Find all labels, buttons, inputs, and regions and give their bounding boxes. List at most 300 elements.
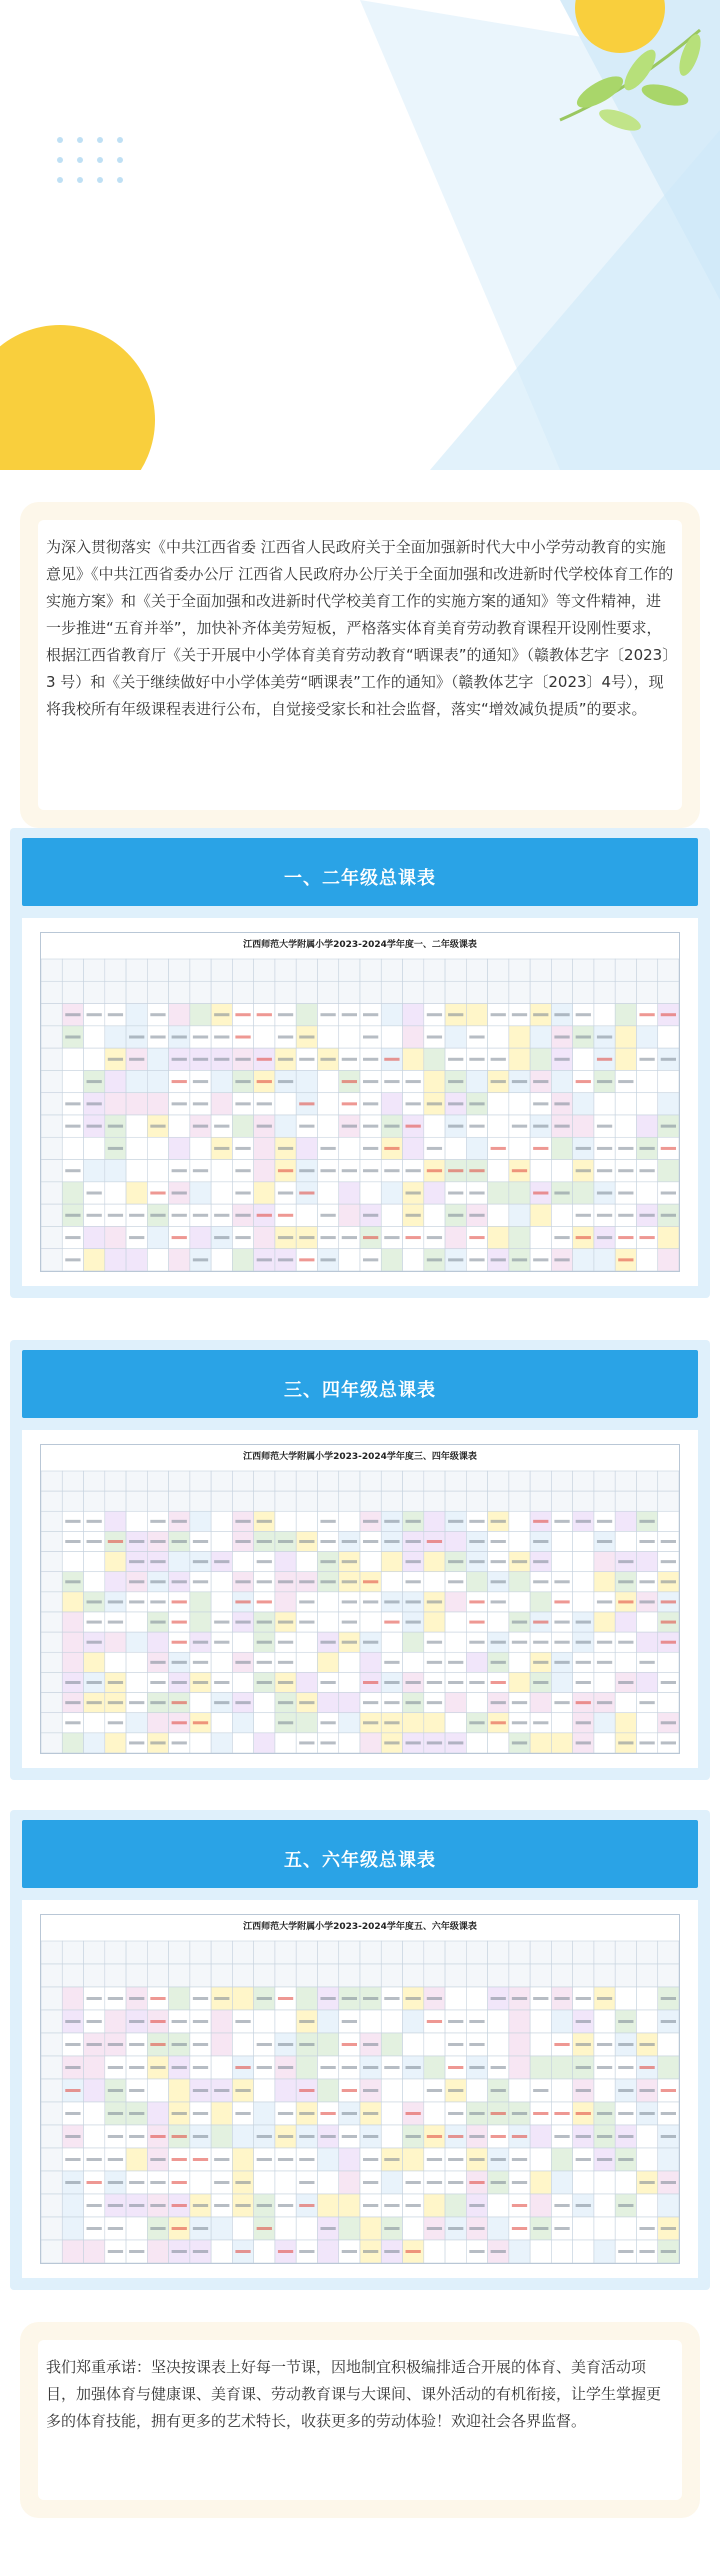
schedule-cell	[573, 1093, 594, 1115]
schedule-cell-mark	[320, 1013, 335, 1016]
schedule-cell-mark	[639, 1540, 654, 1543]
schedule-cell-mark	[512, 2112, 527, 2115]
schedule-cell	[190, 1491, 211, 1511]
schedule-cell	[594, 2079, 615, 2102]
schedule-cell-mark	[576, 1013, 591, 1016]
schedule-cell	[360, 981, 381, 1003]
schedule-cell	[509, 1511, 530, 1531]
schedule-cell-mark	[299, 2158, 314, 2161]
schedule-cell-mark	[87, 1102, 102, 1105]
schedule-cell	[403, 1249, 424, 1271]
schedule-cell	[296, 959, 317, 981]
schedule-cell-mark	[661, 1997, 676, 2000]
schedule-cell-mark	[65, 1214, 80, 1217]
schedule-cell	[62, 1733, 83, 1753]
schedule-cell-mark	[87, 1621, 102, 1624]
schedule-cell	[105, 1572, 126, 1592]
schedule-cell	[403, 1652, 424, 1672]
schedule-cell-mark	[576, 1621, 591, 1624]
schedule-cell	[254, 1160, 275, 1182]
schedule-cell	[658, 1226, 679, 1248]
schedule-cell-mark	[639, 1600, 654, 1603]
schedule-cell	[317, 2194, 338, 2217]
schedule-cell-mark	[214, 1214, 229, 1217]
schedule-cell-mark	[448, 1013, 463, 1016]
hero-shapes	[0, 0, 720, 470]
schedule-cell-mark	[554, 1102, 569, 1105]
schedule-cell-mark	[172, 1080, 187, 1083]
schedule-cell-mark	[597, 1661, 612, 1664]
schedule-cell-mark	[363, 1701, 378, 1704]
schedule-cell-mark	[491, 1681, 506, 1684]
schedule-cell	[424, 1048, 445, 1070]
schedule-cell-mark	[427, 1741, 442, 1744]
schedule-cell	[339, 1964, 360, 1987]
schedule-cell-mark	[278, 1540, 293, 1543]
schedule-cell-mark	[172, 2112, 187, 2115]
schedule-cell	[41, 2171, 62, 2194]
schedule-cell-mark	[597, 1641, 612, 1644]
schedule-cell-mark	[150, 2181, 165, 2184]
schedule-cell-mark	[214, 1013, 229, 1016]
schedule-cell-mark	[597, 1192, 612, 1195]
schedule-cell-mark	[533, 2227, 548, 2230]
schedule-cell	[636, 2125, 657, 2148]
schedule-cell-mark	[278, 1236, 293, 1239]
schedule-cell	[211, 1491, 232, 1511]
schedule-cell	[509, 1592, 530, 1612]
schedule-cell	[594, 1004, 615, 1026]
schedule-cell	[211, 2033, 232, 2056]
schedule-cell-mark	[491, 2181, 506, 2184]
schedule-cell	[403, 1632, 424, 1652]
schedule-cell-mark	[278, 1036, 293, 1039]
schedule-cell-mark	[512, 2135, 527, 2138]
schedule-cell-mark	[384, 1147, 399, 1150]
schedule-cell	[169, 1941, 190, 1964]
schedule-cell	[615, 1941, 636, 1964]
schedule-cell	[381, 959, 402, 981]
schedule-cell-mark	[661, 2020, 676, 2023]
schedule-cell	[403, 1048, 424, 1070]
schedule-cell	[105, 1964, 126, 1987]
schedule-cell-mark	[320, 1147, 335, 1150]
schedule-cell	[615, 1026, 636, 1048]
schedule-cell	[445, 1964, 466, 1987]
schedule-cell-mark	[448, 1741, 463, 1744]
schedule-cell	[62, 959, 83, 981]
schedule-cell	[360, 1964, 381, 1987]
schedule-cell	[658, 981, 679, 1003]
schedule-cell	[551, 1491, 572, 1511]
schedule-cell-mark	[406, 1540, 421, 1543]
schedule-cell-mark	[512, 1641, 527, 1644]
schedule-cell	[594, 1733, 615, 1753]
schedule-cell-mark	[618, 1147, 633, 1150]
schedule-cell	[232, 2125, 253, 2148]
schedule-cell-mark	[299, 2043, 314, 2046]
schedule-cell-mark	[235, 1102, 250, 1105]
schedule-cell	[41, 2010, 62, 2033]
schedule-cell	[509, 2240, 530, 2263]
schedule-cell	[551, 959, 572, 981]
schedule-cell-mark	[299, 1125, 314, 1128]
schedule-cell-mark	[235, 1520, 250, 1523]
schedule-cell	[105, 1941, 126, 1964]
schedule-cell-mark	[278, 1621, 293, 1624]
schedule-cell	[169, 981, 190, 1003]
schedule-cell	[211, 2010, 232, 2033]
schedule-cell	[126, 1182, 147, 1204]
schedule-cell-mark	[512, 1125, 527, 1128]
schedule-cell	[339, 1137, 360, 1159]
schedule-cell-mark	[108, 2204, 123, 2207]
schedule-cell-mark	[193, 1058, 208, 1061]
schedule-cell	[147, 2102, 168, 2125]
schedule-cell-mark	[342, 2112, 357, 2115]
schedule-cell-mark	[554, 1600, 569, 1603]
schedule-cell-mark	[618, 2089, 633, 2092]
schedule-cell-mark	[469, 1236, 484, 1239]
schedule-cell-mark	[512, 2158, 527, 2161]
schedule-cell-mark	[299, 1540, 314, 1543]
schedule-cell	[105, 1733, 126, 1753]
schedule-cell-mark	[150, 2158, 165, 2161]
schedule-cell	[551, 1713, 572, 1733]
schedule-cell-mark	[342, 1125, 357, 1128]
schedule-cell	[424, 1491, 445, 1511]
schedule-cell	[126, 1672, 147, 1692]
schedule-cell	[275, 1491, 296, 1511]
schedule-cell	[424, 1572, 445, 1592]
schedule-cell-mark	[639, 1058, 654, 1061]
schedule-cell-mark	[150, 1600, 165, 1603]
schedule-cell-mark	[150, 1701, 165, 1704]
schedule-cell	[169, 959, 190, 981]
schedule-cell	[424, 981, 445, 1003]
schedule-cell	[594, 1491, 615, 1511]
schedule-cell	[339, 1693, 360, 1713]
schedule-cell-mark	[639, 1214, 654, 1217]
schedule-cell	[594, 1672, 615, 1692]
schedule-cell-mark	[576, 2135, 591, 2138]
schedule-cell-mark	[576, 1080, 591, 1083]
schedule-cell	[403, 1026, 424, 1048]
schedule-cell-mark	[235, 2020, 250, 2023]
schedule-cell	[41, 1612, 62, 1632]
schedule-cell-mark	[278, 1661, 293, 1664]
schedule-cell-mark	[576, 1520, 591, 1523]
schedule-cell-mark	[363, 1125, 378, 1128]
schedule-cell	[275, 1552, 296, 1572]
schedule-cell	[339, 1713, 360, 1733]
schedule-cell	[41, 1733, 62, 1753]
schedule-cell	[403, 1964, 424, 1987]
schedule-cell	[445, 1713, 466, 1733]
schedule-cell-mark	[406, 2066, 421, 2069]
schedule-cell-mark	[65, 1102, 80, 1105]
schedule-cell-mark	[576, 1236, 591, 1239]
schedule-cell-mark	[554, 1058, 569, 1061]
schedule-cell-mark	[342, 2020, 357, 2023]
schedule-cell-mark	[363, 1058, 378, 1061]
schedule-cell-mark	[406, 1080, 421, 1083]
schedule-cell	[317, 2010, 338, 2033]
schedule-cell-mark	[363, 2089, 378, 2092]
schedule-cell	[232, 1249, 253, 1271]
schedule-cell-mark	[469, 1214, 484, 1217]
schedule-cell-mark	[448, 2066, 463, 2069]
schedule-cell	[551, 2010, 572, 2033]
schedule-cell-mark	[554, 1641, 569, 1644]
schedule-cell-mark	[491, 1520, 506, 1523]
schedule-cell-mark	[469, 1600, 484, 1603]
schedule-cell-mark	[448, 1102, 463, 1105]
schedule-cell	[62, 1964, 83, 1987]
schedule-cell-mark	[299, 2181, 314, 2184]
schedule-grid	[41, 1445, 679, 1753]
schedule-cell-mark	[278, 1080, 293, 1083]
schedule-cell-mark	[469, 2250, 484, 2253]
schedule-cell-mark	[406, 1580, 421, 1583]
schedule-cell-mark	[150, 2066, 165, 2069]
schedule-cell	[296, 1004, 317, 1026]
schedule-cell-mark	[661, 1560, 676, 1563]
schedule-image	[22, 1430, 698, 1768]
schedule-cell	[381, 2102, 402, 2125]
schedule-cell	[105, 1093, 126, 1115]
schedule-cell	[445, 1941, 466, 1964]
schedule-cell-mark	[65, 2112, 80, 2115]
schedule-cell	[381, 1004, 402, 1026]
schedule-cell-mark	[214, 1681, 229, 1684]
schedule-cell-mark	[150, 1125, 165, 1128]
schedule-cell	[339, 981, 360, 1003]
schedule-cell-mark	[491, 1580, 506, 1583]
schedule-cell-mark	[384, 1520, 399, 1523]
schedule-cell-mark	[639, 1236, 654, 1239]
schedule-cell-mark	[257, 1621, 272, 1624]
schedule-cell	[190, 1733, 211, 1753]
schedule-cell-mark	[363, 1721, 378, 1724]
schedule-cell	[594, 981, 615, 1003]
schedule-cell-mark	[150, 1520, 165, 1523]
schedule-cell-mark	[342, 1080, 357, 1083]
schedule-cell	[317, 1070, 338, 1092]
schedule-cell	[84, 1652, 105, 1672]
schedule-cell-mark	[512, 1080, 527, 1083]
schedule-cell-mark	[65, 1169, 80, 1172]
schedule-cell	[232, 2033, 253, 2056]
schedule-cell	[594, 2240, 615, 2263]
schedule-cell-mark	[65, 1236, 80, 1239]
schedule-cell	[445, 1612, 466, 1632]
schedule-cell	[658, 1471, 679, 1491]
schedule-cell-mark	[639, 1741, 654, 1744]
schedule-cell	[403, 1471, 424, 1491]
schedule-cell	[296, 1204, 317, 1226]
schedule-cell	[296, 1137, 317, 1159]
schedule-cell	[488, 2217, 509, 2240]
schedule-cell	[296, 1552, 317, 1572]
schedule-cell-mark	[150, 1214, 165, 1217]
schedule-cell-mark	[597, 1125, 612, 1128]
schedule-cell-mark	[618, 1236, 633, 1239]
schedule-cell-mark	[193, 2204, 208, 2207]
schedule-cell	[41, 1093, 62, 1115]
schedule-cell	[615, 2217, 636, 2240]
schedule-cell	[658, 1026, 679, 1048]
schedule-cell	[211, 1592, 232, 1612]
schedule-cell	[84, 2125, 105, 2148]
schedule-cell	[573, 959, 594, 981]
schedule-cell-mark	[65, 1520, 80, 1523]
schedule-cell-mark	[150, 2227, 165, 2230]
schedule-cell-mark	[406, 2112, 421, 2115]
schedule-cell-mark	[278, 1192, 293, 1195]
schedule-cell	[509, 1226, 530, 1248]
schedule-cell	[445, 1987, 466, 2010]
schedule-cell	[615, 1471, 636, 1491]
schedule-cell	[296, 1471, 317, 1491]
schedule-cell-mark	[554, 1036, 569, 1039]
schedule-cell-mark	[320, 1721, 335, 1724]
schedule-cell-mark	[108, 2089, 123, 2092]
schedule-cell	[445, 1471, 466, 1491]
schedule-cell	[317, 959, 338, 981]
schedule-cell	[339, 1672, 360, 1692]
schedule-cell	[190, 1964, 211, 1987]
schedule-cell-mark	[554, 1661, 569, 1664]
schedule-cell-mark	[235, 1147, 250, 1150]
schedule-cell-mark	[320, 1214, 335, 1217]
schedule-cell-mark	[278, 2135, 293, 2138]
schedule-cell-mark	[384, 1741, 399, 1744]
schedule-cell-mark	[108, 1125, 123, 1128]
schedule-cell	[126, 1249, 147, 1271]
schedule-cell	[445, 959, 466, 981]
schedule-cell	[84, 959, 105, 981]
schedule-cell-mark	[448, 2043, 463, 2046]
schedule-cell-mark	[427, 2227, 442, 2230]
schedule-cell-mark	[257, 1661, 272, 1664]
schedule-cell-mark	[597, 1058, 612, 1061]
schedule-cell-mark	[65, 2181, 80, 2184]
schedule-cell	[41, 2125, 62, 2148]
schedule-cell	[594, 2194, 615, 2217]
schedule-cell-mark	[193, 1169, 208, 1172]
schedule-cell-mark	[618, 1080, 633, 1083]
schedule-cell	[254, 2010, 275, 2033]
schedule-image	[22, 918, 698, 1286]
schedule-cell	[615, 1004, 636, 1026]
schedule-cell-mark	[299, 1058, 314, 1061]
schedule-cell	[62, 1471, 83, 1491]
schedule-cell	[84, 1733, 105, 1753]
schedule-cell-mark	[342, 1600, 357, 1603]
schedule-cell	[551, 1964, 572, 1987]
schedule-cell	[636, 1672, 657, 1692]
schedule-cell-mark	[384, 2227, 399, 2230]
schedule-cell-mark	[299, 1169, 314, 1172]
schedule-cell	[275, 1093, 296, 1115]
schedule-cell	[126, 1612, 147, 1632]
schedule-cell	[105, 959, 126, 981]
schedule-cell	[339, 1471, 360, 1491]
schedule-cell-mark	[576, 1661, 591, 1664]
schedule-cell-mark	[108, 1701, 123, 1704]
schedule-cell-mark	[554, 1580, 569, 1583]
schedule-cell-mark	[129, 2112, 144, 2115]
schedule-cell-mark	[129, 1214, 144, 1217]
schedule-cell-mark	[172, 1621, 187, 1624]
schedule-cell-mark	[491, 1997, 506, 2000]
schedule-cell-mark	[342, 2250, 357, 2253]
schedule-cell-mark	[469, 1520, 484, 1523]
schedule-cell	[403, 1491, 424, 1511]
schedule-cell-mark	[235, 1701, 250, 1704]
schedule-cell	[615, 1693, 636, 1713]
schedule-cell	[466, 1941, 487, 1964]
schedule-cell	[147, 1713, 168, 1733]
schedule-cell	[445, 1026, 466, 1048]
schedule-cell	[403, 2217, 424, 2240]
schedule-cell-mark	[257, 1641, 272, 1644]
schedule-cell-mark	[172, 1169, 187, 1172]
schedule-cell	[62, 1592, 83, 1612]
schedule-cell-mark	[150, 1997, 165, 2000]
schedule-cell-mark	[299, 1236, 314, 1239]
schedule-cell	[41, 2148, 62, 2171]
schedule-cell-mark	[554, 2112, 569, 2115]
schedule-cell-mark	[278, 1641, 293, 1644]
schedule-cell-mark	[235, 1013, 250, 1016]
schedule-cell-mark	[491, 1540, 506, 1543]
schedule-cell	[403, 2148, 424, 2171]
schedule-cell-mark	[108, 2135, 123, 2138]
schedule-cell	[466, 1987, 487, 2010]
schedule-cell-mark	[491, 1013, 506, 1016]
schedule-cell-mark	[108, 2066, 123, 2069]
schedule-cell-mark	[554, 1236, 569, 1239]
schedule-cell	[211, 1572, 232, 1592]
schedule-cell	[41, 1531, 62, 1551]
schedule-cell	[636, 1941, 657, 1964]
schedule-cell-mark	[235, 1621, 250, 1624]
schedule-cell	[296, 2217, 317, 2240]
schedule-cell	[381, 1632, 402, 1652]
schedule-cell	[126, 1160, 147, 1182]
schedule-cell-mark	[65, 1540, 80, 1543]
schedule-cell	[41, 1672, 62, 1692]
schedule-cell-mark	[172, 1520, 187, 1523]
schedule-cell	[466, 981, 487, 1003]
schedule-cell	[105, 1160, 126, 1182]
schedule-cell-mark	[363, 2158, 378, 2161]
schedule-cell-mark	[618, 1580, 633, 1583]
schedule-cell-mark	[320, 2066, 335, 2069]
schedule-cell-mark	[427, 1681, 442, 1684]
schedule-cell	[105, 1552, 126, 1572]
schedule-cell	[275, 1115, 296, 1137]
schedule-cell-mark	[193, 1641, 208, 1644]
schedule-cell-mark	[342, 1058, 357, 1061]
schedule-cell	[339, 2194, 360, 2217]
schedule-cell	[360, 1652, 381, 1672]
schedule-cell-mark	[363, 1169, 378, 1172]
schedule-cell-mark	[320, 1520, 335, 1523]
schedule-cell-mark	[512, 1013, 527, 1016]
